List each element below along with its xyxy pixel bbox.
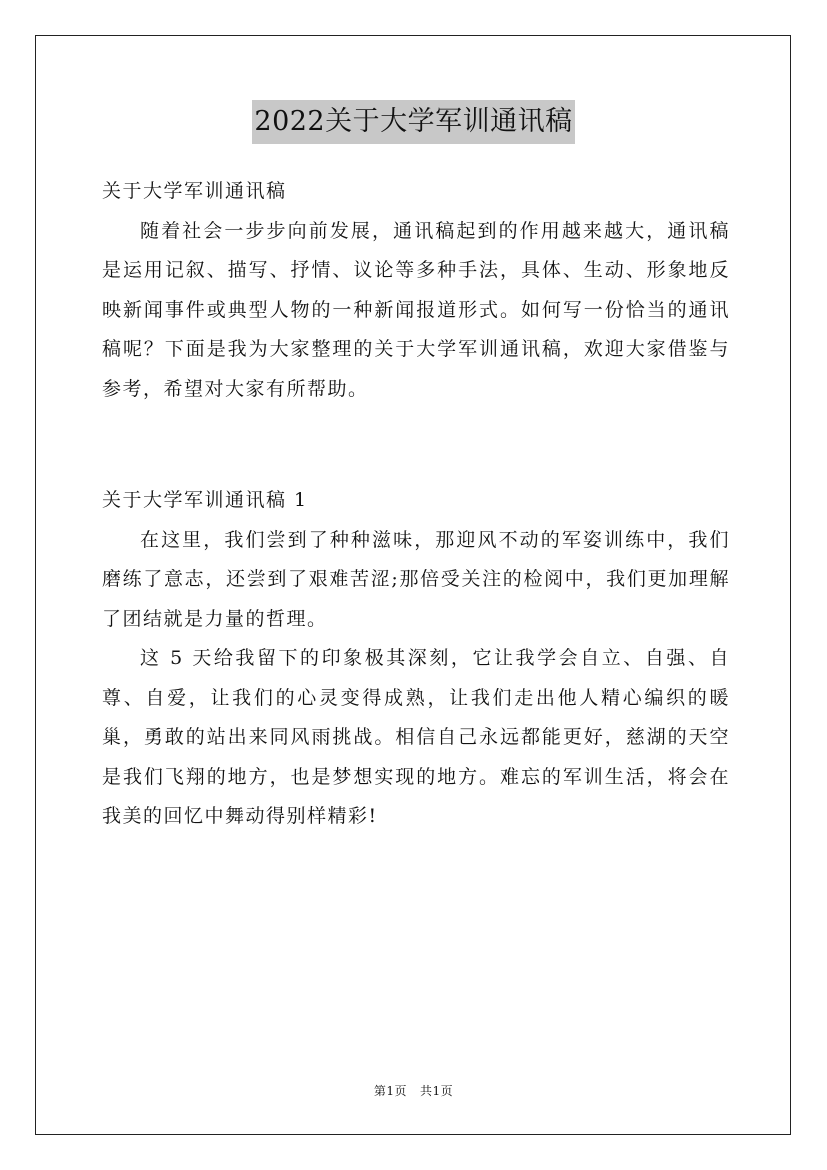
section-paragraph: 这 5 天给我留下的印象极其深刻，它让我学会自立、自强、自尊、自爱，让我们的心灵变得成熟，让我们走出他人精心编织的暖巢，勇敢的站出来同风雨挑战。相信自己永远都能更好，慈湖的天空是我们飞翔的地方，也是梦想实现的地方。难忘的军训生活，将会在我美的回忆中舞动得别样精彩!: [102, 647, 730, 827]
section-heading: 关于大学军训通讯稿 1: [102, 489, 308, 511]
page-number: 第1页 共1页: [373, 1084, 454, 1098]
document-title: 2022关于大学军训通讯稿: [252, 100, 574, 144]
intro-heading: 关于大学军训通讯稿: [102, 180, 287, 202]
page-footer: [0, 1082, 827, 1099]
document-body: [102, 172, 730, 837]
section-paragraph: 在这里，我们尝到了种种滋味，那迎风不动的军姿训练中，我们磨练了意志，还尝到了艰难苦涩;那倍受关注的检阅中，我们更加理解了团结就是力量的哲理。: [102, 528, 730, 630]
section-spacer: [102, 409, 730, 481]
intro-paragraph: 随着社会一步步向前发展，通讯稿起到的作用越来越大，通讯稿是运用记叙、描写、抒情、议论等多种手法，具体、生动、形象地反映新闻事件或典型人物的一种新闻报道形式。如何写一份恰当的通讯稿呢？下面是我为大家整理的关于大学军训通讯稿，欢迎大家借鉴与参考，希望对大家有所帮助。: [102, 219, 730, 400]
title-container: [0, 100, 827, 144]
